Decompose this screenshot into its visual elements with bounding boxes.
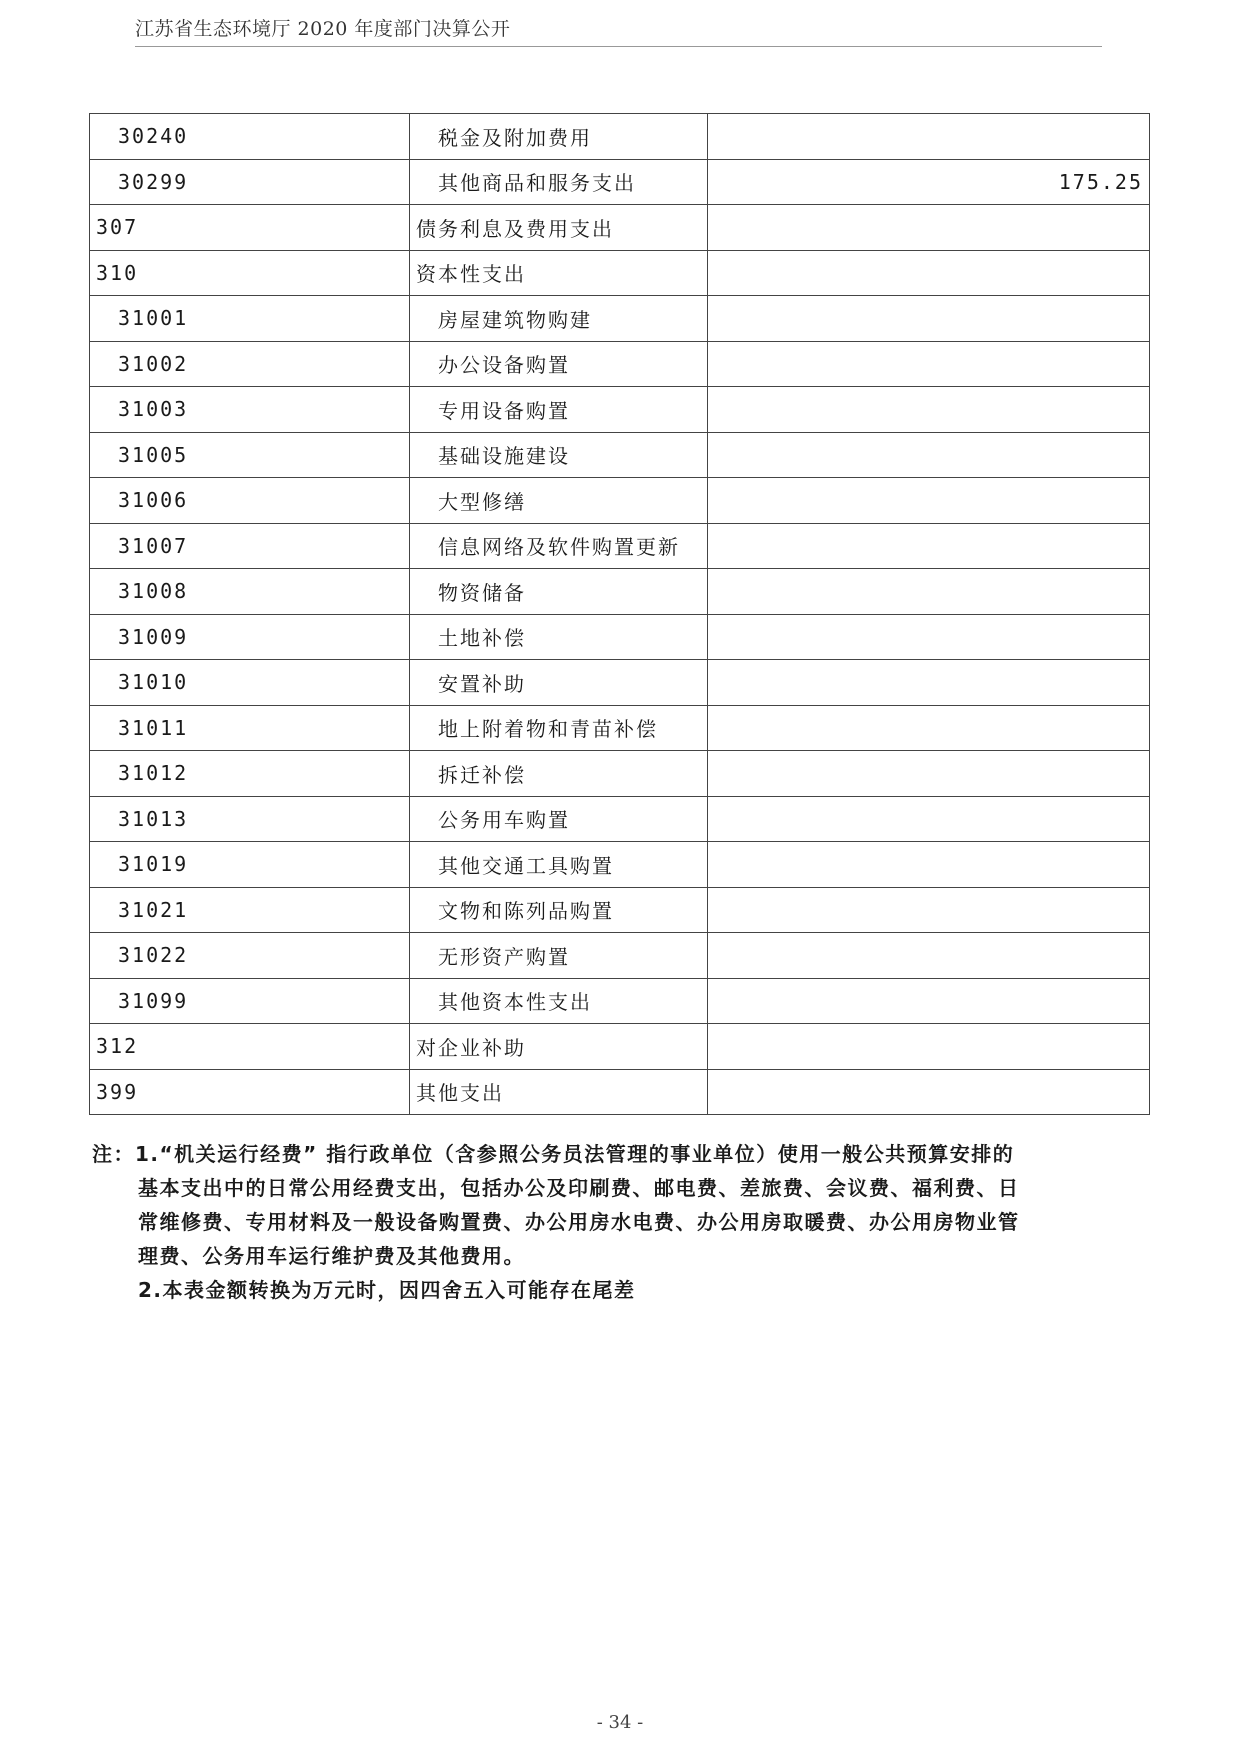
row-name: 税金及附加费用 — [410, 114, 708, 160]
row-amount — [708, 978, 1150, 1024]
table-row — [90, 933, 1150, 979]
row-name: 房屋建筑物购建 — [410, 296, 708, 342]
notes-section — [92, 1137, 1092, 1307]
row-code: 31009 — [90, 614, 410, 660]
row-name: 拆迁补偿 — [410, 751, 708, 797]
row-code: 31012 — [90, 751, 410, 797]
row-amount — [708, 1024, 1150, 1070]
page-number: - 34 - — [596, 1712, 644, 1733]
row-code: 31005 — [90, 432, 410, 478]
row-code: 31003 — [90, 387, 410, 433]
expenditure-table — [89, 113, 1150, 1115]
table-row — [90, 705, 1150, 751]
row-amount — [708, 432, 1150, 478]
table-row — [90, 796, 1150, 842]
row-name: 物资储备 — [410, 569, 708, 615]
row-name: 地上附着物和青苗补偿 — [410, 705, 708, 751]
table-row — [90, 478, 1150, 524]
table-row — [90, 1069, 1150, 1115]
header-divider — [135, 46, 1102, 47]
row-amount — [708, 341, 1150, 387]
row-amount — [708, 887, 1150, 933]
row-code: 31008 — [90, 569, 410, 615]
row-name: 其他交通工具购置 — [410, 842, 708, 888]
row-code: 31099 — [90, 978, 410, 1024]
row-code: 399 — [90, 1069, 410, 1115]
row-code: 31011 — [90, 705, 410, 751]
row-amount — [708, 796, 1150, 842]
row-name: 其他资本性支出 — [410, 978, 708, 1024]
row-code: 31010 — [90, 660, 410, 706]
row-code: 310 — [90, 250, 410, 296]
table-row — [90, 569, 1150, 615]
note-line: 注：1.“机关运行经费” 指行政单位（含参照公务员法管理的事业单位）使用一般公共预算安排的 — [92, 1142, 1015, 1166]
table-row — [90, 1024, 1150, 1070]
table-row — [90, 159, 1150, 205]
row-amount — [708, 523, 1150, 569]
row-name: 安置补助 — [410, 660, 708, 706]
table-row — [90, 432, 1150, 478]
row-code: 312 — [90, 1024, 410, 1070]
row-name: 文物和陈列品购置 — [410, 887, 708, 933]
row-code: 31013 — [90, 796, 410, 842]
note-line: 2.本表金额转换为万元时，因四舍五入可能存在尾差 — [138, 1278, 636, 1302]
row-code: 307 — [90, 205, 410, 251]
row-amount — [708, 387, 1150, 433]
table-row — [90, 250, 1150, 296]
row-name: 公务用车购置 — [410, 796, 708, 842]
row-name: 其他商品和服务支出 — [410, 159, 708, 205]
row-amount — [708, 933, 1150, 979]
row-name: 专用设备购置 — [410, 387, 708, 433]
row-name: 土地补偿 — [410, 614, 708, 660]
row-code: 31022 — [90, 933, 410, 979]
row-code: 31001 — [90, 296, 410, 342]
row-name: 信息网络及软件购置更新 — [410, 523, 708, 569]
table-row — [90, 978, 1150, 1024]
row-amount — [708, 569, 1150, 615]
note-line: 常维修费、专用材料及一般设备购置费、办公用房水电费、办公用房取暖费、办公用房物业管 — [138, 1210, 1020, 1234]
row-code: 31002 — [90, 341, 410, 387]
page-header-title: 江苏省生态环境厅 2020 年度部门决算公开 — [135, 18, 511, 40]
row-name: 其他支出 — [410, 1069, 708, 1115]
row-code: 31019 — [90, 842, 410, 888]
row-name: 办公设备购置 — [410, 341, 708, 387]
table-row — [90, 614, 1150, 660]
row-amount — [708, 1069, 1150, 1115]
table-row — [90, 205, 1150, 251]
row-amount: 175.25 — [708, 159, 1150, 205]
row-code: 31007 — [90, 523, 410, 569]
table-row — [90, 296, 1150, 342]
row-amount — [708, 842, 1150, 888]
row-amount — [708, 660, 1150, 706]
row-name: 资本性支出 — [410, 250, 708, 296]
table-row — [90, 341, 1150, 387]
note-line: 基本支出中的日常公用经费支出，包括办公及印刷费、邮电费、差旅费、会议费、福利费、日 — [138, 1176, 1020, 1200]
row-amount — [708, 614, 1150, 660]
row-code: 30240 — [90, 114, 410, 160]
note-line: 理费、公务用车运行维护费及其他费用。 — [138, 1244, 525, 1268]
row-amount — [708, 478, 1150, 524]
row-name: 大型修缮 — [410, 478, 708, 524]
table-row — [90, 842, 1150, 888]
row-amount — [708, 205, 1150, 251]
table-row — [90, 523, 1150, 569]
table-body — [90, 114, 1150, 1115]
table-row — [90, 751, 1150, 797]
row-amount — [708, 250, 1150, 296]
row-name: 基础设施建设 — [410, 432, 708, 478]
row-code: 31006 — [90, 478, 410, 524]
table-row — [90, 887, 1150, 933]
row-name: 无形资产购置 — [410, 933, 708, 979]
row-amount — [708, 705, 1150, 751]
table-row — [90, 387, 1150, 433]
row-code: 30299 — [90, 159, 410, 205]
row-name: 债务利息及费用支出 — [410, 205, 708, 251]
row-amount — [708, 114, 1150, 160]
row-name: 对企业补助 — [410, 1024, 708, 1070]
row-amount — [708, 751, 1150, 797]
row-code: 31021 — [90, 887, 410, 933]
row-amount — [708, 296, 1150, 342]
table-row — [90, 660, 1150, 706]
table-row — [90, 114, 1150, 160]
